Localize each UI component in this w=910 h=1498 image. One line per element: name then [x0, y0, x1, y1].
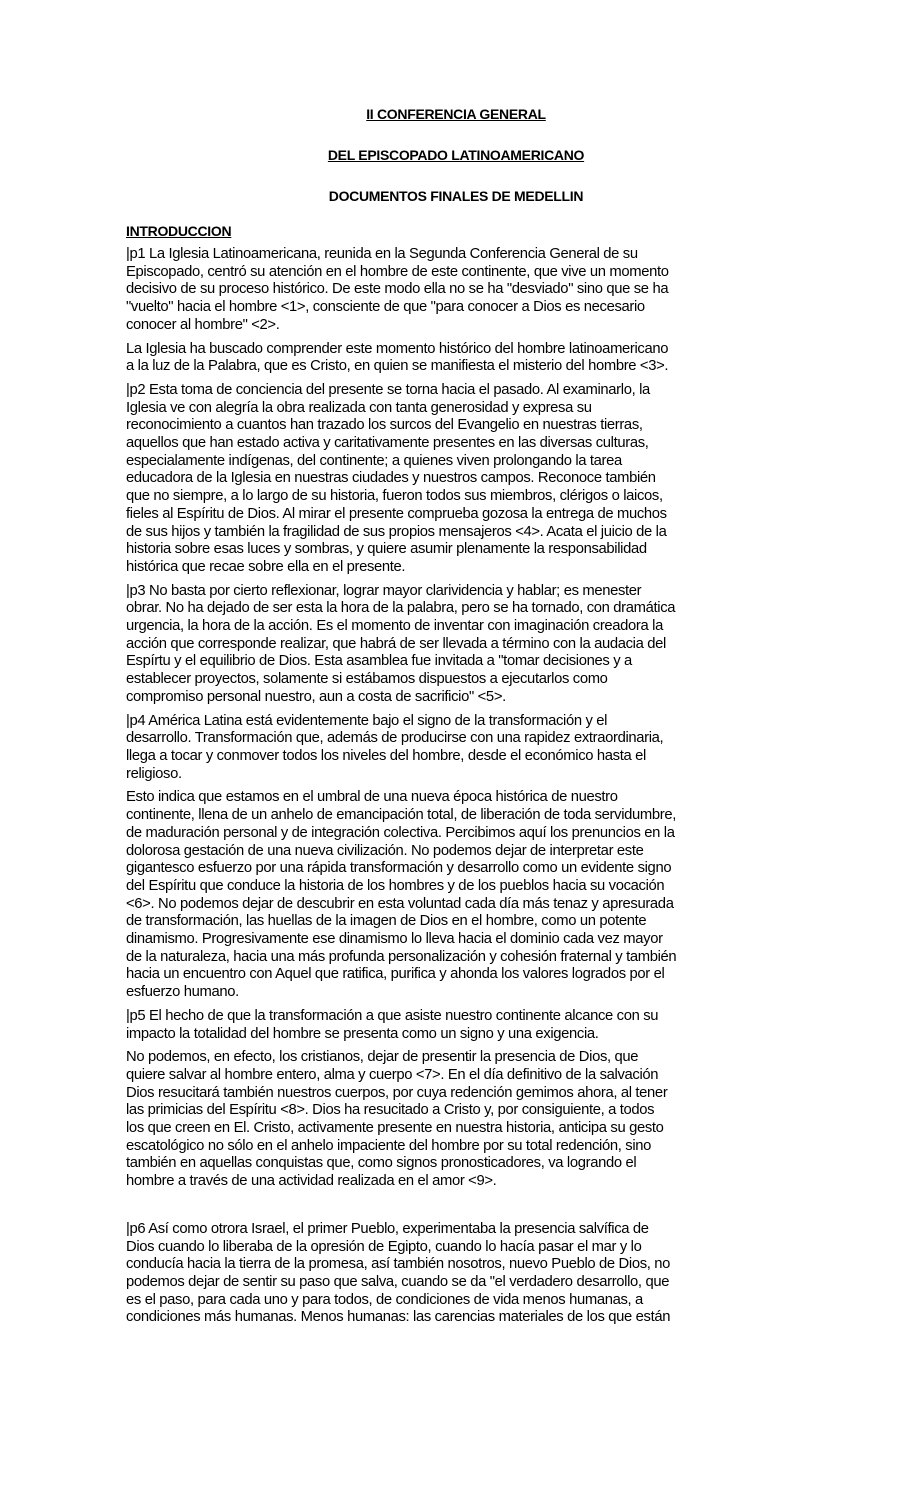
episcopate-title: DEL EPISCOPADO LATINOAMERICANO — [327, 147, 585, 163]
document-body — [126, 246, 776, 1333]
paragraph-p5: |p5 El hecho de que la transformación a que asiste nuestro continente alcance con su impacto la totalidad del hombre se presenta como un signo y una exigencia. — [126, 1007, 659, 1042]
documents-subtitle: DOCUMENTOS FINALES DE MEDELLIN — [328, 188, 584, 204]
paragraph-p4-cont: Esto indica que estamos en el umbral de una nueva época histórica de nuestro continente, llena de un anhelo de emancipación total, de liberación de toda servidumbre, de maduración personal y de integración colectiva. Percibimos aquí los prenuncios en la dolorosa gestación de una nueva civilización. No podemos dejar de interpretar este gigantesco esfuerzo por una rápida transformación y desarrollo como un evidente signo del Espíritu que conduce la historia de los hombres y de los pueblos hacia su vocación <6>. No podemos dejar de descubrir en esta voluntad cada día más tenaz y apresurada de transformación, las huellas de la imagen de Dios en el hombre, como un potente dinamismo. Progresivamente ese dinamismo lo lleva hacia el dominio cada vez mayor de la naturaleza, hacia una más profunda personalización y cohesión fraternal y también hacia un encuentro con Aquel que ratifica, purifica y ahonda los valores logrados por el esfuerzo humano. — [126, 789, 677, 1001]
paragraph-p5-cont: No podemos, en efecto, los cristianos, dejar de presentir la presencia de Dios, que quiere salvar al hombre entero, alma y cuerpo <7>. En el día definitivo de la salvación Dios resucitará también nuestros cuerpos, por cuya redención gemimos ahora, al tener las primicias del Espíritu <8>. Dios ha resucitado a Cristo y, por consiguiente, a todos los que creen en El. Cristo, activamente presente en nuestra historia, anticipa su gesto escatológico no sólo en el anhelo impaciente del hombre por su total redención, sino también en aquellas conquistas que, como signos pronosticadores, va logrando el hombre a través de una actividad realizada en el amor <9>. — [126, 1049, 668, 1190]
document-headings — [126, 104, 786, 227]
section-title: INTRODUCCION — [126, 223, 232, 239]
paragraph-p1: |p1 La Iglesia Latinoamericana, reunida en la Segunda Conferencia General de su Episcopado, centró su atención en el hombre de este continente, que vive un momento decisivo de su proceso histórico. De este modo ella no se ha "desviado" sino que se ha "vuelto" hacia el hombre <1>, consciente de que "para conocer a Dios es necesario conocer al hombre" <2>. — [126, 246, 669, 333]
paragraph-p4: |p4 América Latina está evidentemente bajo el signo de la transformación y el desarrollo. Transformación que, además de producirse con una rapidez extraordinaria, llega a tocar y conmover todos los niveles del hombre, desde el económico hasta el religioso. — [126, 712, 664, 782]
paragraph-p3: |p3 No basta por cierto reflexionar, lograr mayor clarividencia y hablar; es menester obrar. No ha dejado de ser esta la hora de la palabra, pero se ha tornado, con dramática urgencia, la hora de la acción. Es el momento de inventar con imaginación creadora la acción que corresponde realizar, que habrá de ser llevada a término con la audacia del Espírtu y el equilibrio de Dios. Esta asamblea fue invitada a "tomar decisiones y a establecer proyectos, solamente si estábamos dispuestos a ejecutarlos como compromiso personal nuestro, aun a costa de sacrificio" <5>. — [126, 582, 676, 705]
paragraph-p2: |p2 Esta toma de conciencia del presente se torna hacia el pasado. Al examinarlo, la Iglesia ve con alegría la obra realizada con tanta generosidad y expresa su reconocimiento a cuantos han trazado los surcos del Evangelio en nuestras tierras, aquellos que han estado activa y caritativamente presentes en las diversas culturas, especialamente indígenas, del continente; a quienes viven prolongando la tarea educadora de la Iglesia en nuestras ciudades y nuestros campos. Reconoce también que no siempre, a lo largo de su historia, fueron todos sus miembros, clérigos o laicos, fieles al Espíritu de Dios. Al mirar el presente comprueba gozosa la entrega de muchos de sus hijos y también la fragilidad de sus propios mensajeros <4>. Acata el juicio de la historia sobre esas luces y sombras, y quiere asumir plenamente la responsabilidad histórica que recae sobre ella en el presente. — [126, 381, 667, 575]
paragraph-p1-cont: La Iglesia ha buscado comprender este momento histórico del hombre latinoamericano a la luz de la Palabra, que es Cristo, en quien se manifiesta el misterio del hombre <3>. — [126, 340, 669, 375]
conference-title: II CONFERENCIA GENERAL — [366, 106, 546, 122]
paragraph-p6: |p6 Así como otrora Israel, el primer Pueblo, experimentaba la presencia salvífica de Dios cuando lo liberaba de la opresión de Egipto, cuando lo hacía pasar el mar y lo conducía hacia la tierra de la promesa, así también nosotros, nuevo Pueblo de Dios, no podemos dejar de sentir su paso que salva, cuando se da "el verdadero desarrollo, que es el paso, para cada uno y para todos, de condiciones de vida menos humanas, a condiciones más humanas. Menos humanas: las carencias materiales de los que están — [126, 1220, 671, 1326]
